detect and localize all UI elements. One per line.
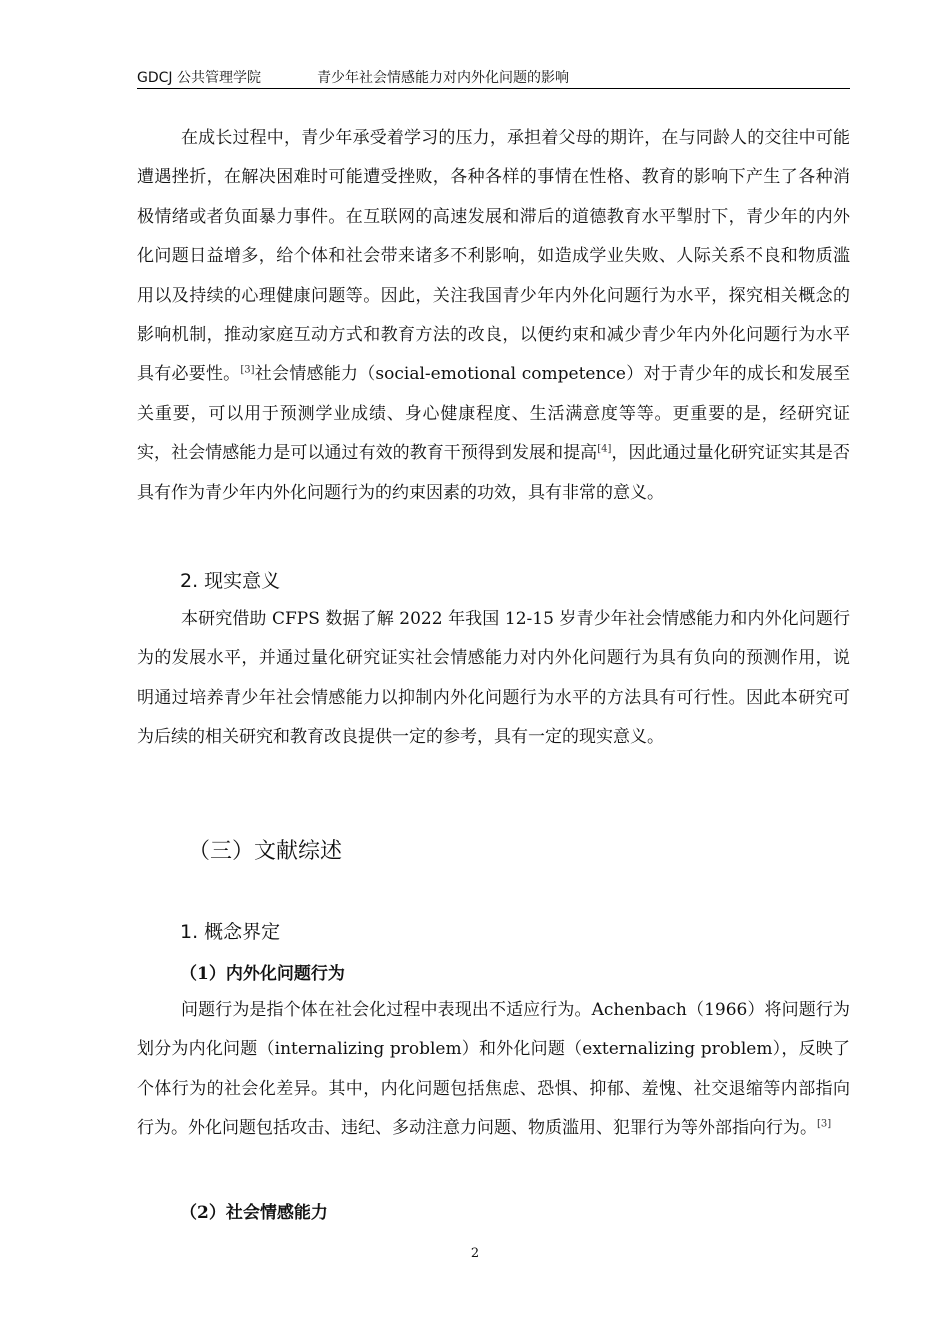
page-number: 2 <box>470 1246 480 1261</box>
citation: [3] <box>817 1118 832 1130</box>
subheading-problem-behavior: （1）内外化问题行为 <box>180 964 345 984</box>
citation: [3] <box>240 364 255 376</box>
paragraph-text: 在成长过程中，青少年承受着学习的压力，承担着父母的期许，在与同龄人的交往中可能遭遇挫折，在解决困难时可能遭受挫败，各种各样的事情在性格、教育的影响下产生了各种消极情绪或者负面暴力事件。在互联网的高速发展和滞后的道德教育水平掣肘下，青少年的内外化问题日益增多，给个体和社会带来诸多不利影响，如造成学业失败、人际关系不良和物质滥用以及持续的心理健康问题等。因此，关注我国青少年内外化问题行为水平，探究相关概念的影响机制，推动家庭互动方式和教育方法的改良，以便约束和减少青少年内外化问题行为水平具有必要性。 <box>137 128 850 385</box>
citation: [4] <box>597 443 612 455</box>
paragraph-practical: 本研究借助 CFPS 数据了解 2022 年我国 12-15 岁青少年社会情感能力和内外化问题行为的发展水平，并通过量化研究证实社会情感能力对内外化问题行为具有负向的预测作用，说明通过培养青少年社会情感能力以抑制内外化问题行为水平的方法具有可行性。因此本研究可为后续的相关研究和教育改良提供一定的参考，具有一定的现实意义。 <box>137 609 850 748</box>
paragraph-background <box>137 119 850 513</box>
paragraph-text: 问题行为是指个体在社会化过程中表现出不适应行为。Achenbach（1966）将问题行为划分为内化问题（internalizing problem）和外化问题（externalizing problem），反映了个体行为的社会化差异。其中，内化问题包括焦虑、恐惧、抑郁、羞愧、社交退缩等内部指向行为。外化问题包括攻击、违纪、多动注意力问题、物质滥用、犯罪行为等外部指向行为。 <box>137 1000 850 1139</box>
subheading-social-emotional-competence: （2）社会情感能力 <box>180 1203 328 1223</box>
paragraph-text: 社会情感能力（social-emotional competence）对于青少年的成长和发展至关重要，可以用于预测学业成绩、身心健康程度、生活满意度等等。更重要的是，经研究证实，社会情感能力是可以通过有效的教育干预得到发展和提高 <box>137 364 851 464</box>
header-title: 青少年社会情感能力对内外化问题的影响 <box>317 70 569 86</box>
section-heading-concepts: 1. 概念界定 <box>180 921 281 943</box>
page-header <box>137 68 850 89</box>
header-institution: GDCJ 公共管理学院 <box>137 70 261 86</box>
paragraph-text: ，因此通过量化研究证实其是否具有作为青少年内外化问题行为的约束因素的功效，具有非常的意义。 <box>137 443 850 503</box>
section-heading-literature-review: （三）文献综述 <box>188 839 343 864</box>
section-heading-practical: 2. 现实意义 <box>180 570 281 592</box>
paragraph-problem-behavior <box>137 991 850 1149</box>
